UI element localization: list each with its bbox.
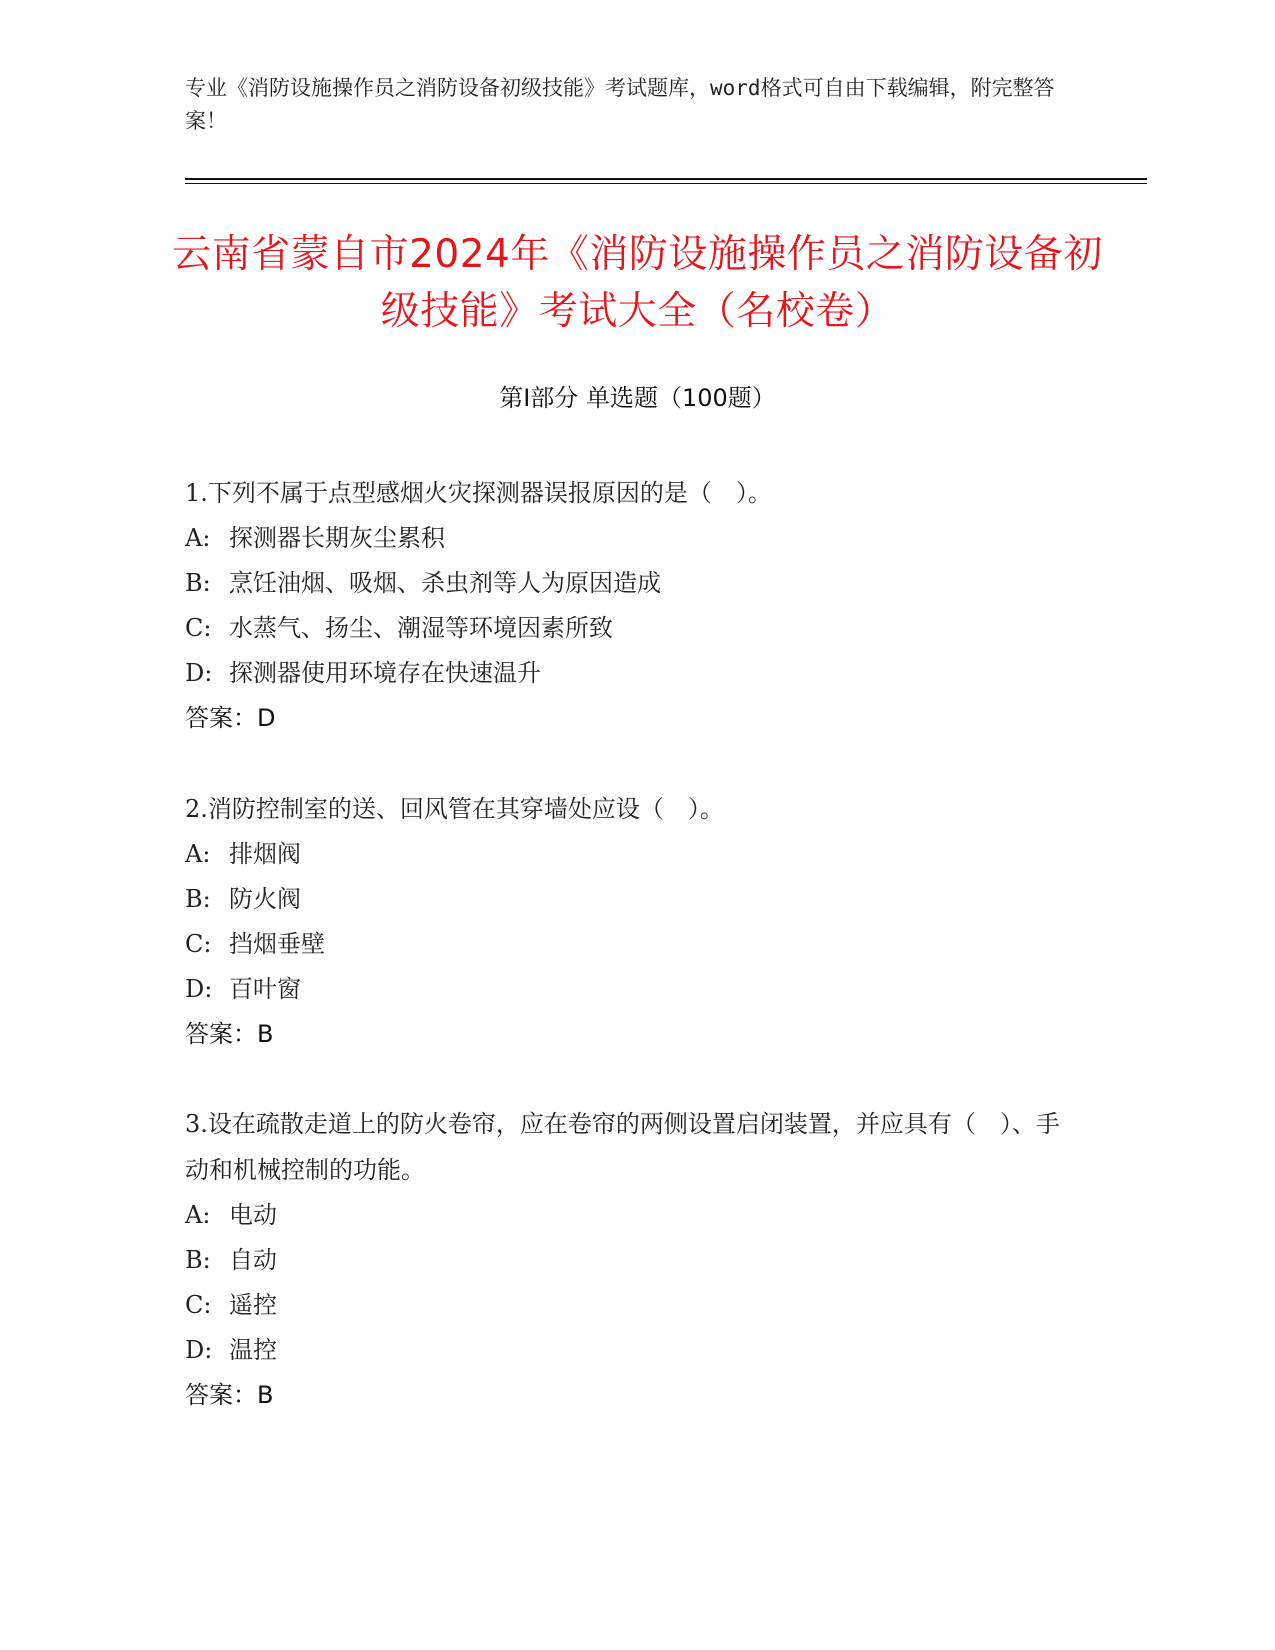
- option-d: [185, 651, 1065, 696]
- header-divider-thin: [185, 183, 1147, 184]
- option-letter: C:: [185, 1291, 212, 1319]
- option-a: [185, 832, 1065, 877]
- option-letter: B:: [185, 1246, 211, 1274]
- question-stem: 1.下列不属于点型感烟火灾探测器误报原因的是（ ）。: [185, 479, 772, 507]
- option-b: [185, 561, 1065, 606]
- option-letter: A:: [185, 840, 211, 868]
- option-letter: D:: [185, 1336, 213, 1364]
- option-text: 自动: [229, 1246, 277, 1274]
- option-letter: B:: [185, 569, 211, 597]
- option-c: [185, 606, 1065, 651]
- option-letter: D:: [185, 659, 213, 687]
- header-note: 专业《消防设施操作员之消防设备初级技能》考试题库，word格式可自由下载编辑，附完整答案！: [185, 76, 1055, 133]
- option-text: 探测器使用环境存在快速温升: [229, 659, 541, 687]
- option-text: 百叶窗: [229, 975, 301, 1003]
- option-letter: B:: [185, 885, 211, 913]
- option-c: [185, 1283, 1065, 1328]
- option-d: [185, 1328, 1065, 1373]
- option-d: [185, 967, 1065, 1012]
- option-text: 防火阀: [229, 885, 301, 913]
- option-a: [185, 516, 1065, 561]
- option-text: 遥控: [229, 1291, 277, 1319]
- option-text: 排烟阀: [229, 840, 301, 868]
- option-letter: C:: [185, 930, 212, 958]
- header-divider-thick: [185, 178, 1147, 180]
- option-b: [185, 1238, 1065, 1283]
- option-text: 水蒸气、扬尘、潮湿等环境因素所致: [229, 614, 613, 642]
- question-stem: 2.消防控制室的送、回风管在其穿墙处应设（ ）。: [185, 795, 724, 823]
- option-letter: D:: [185, 975, 213, 1003]
- answer-line: 答案：D: [185, 704, 276, 732]
- option-b: [185, 877, 1065, 922]
- option-letter: C:: [185, 614, 212, 642]
- question-1: [185, 470, 1065, 741]
- option-a: [185, 1193, 1065, 1238]
- option-letter: A:: [185, 1201, 211, 1229]
- option-text: 电动: [229, 1201, 277, 1229]
- answer-line: 答案：B: [185, 1020, 274, 1048]
- section-heading: 第Ⅰ部分 单选题（100题）: [499, 384, 776, 412]
- document-title: 云南省蒙自市2024年《消防设施操作员之消防设备初级技能》考试大全（名校卷）: [172, 232, 1103, 334]
- question-2: [185, 786, 1065, 1057]
- option-text: 烹饪油烟、吸烟、杀虫剂等人为原因造成: [229, 569, 661, 597]
- option-letter: A:: [185, 524, 211, 552]
- option-text: 温控: [229, 1336, 277, 1364]
- question-stem: 3.设在疏散走道上的防火卷帘，应在卷帘的两侧设置启闭装置，并应具有（ ）、手动和机械控制的功能。: [185, 1110, 1060, 1184]
- option-c: [185, 922, 1065, 967]
- option-text: 探测器长期灰尘累积: [229, 524, 445, 552]
- question-3: [185, 1101, 1065, 1418]
- option-text: 挡烟垂壁: [229, 930, 325, 958]
- answer-line: 答案：B: [185, 1381, 274, 1409]
